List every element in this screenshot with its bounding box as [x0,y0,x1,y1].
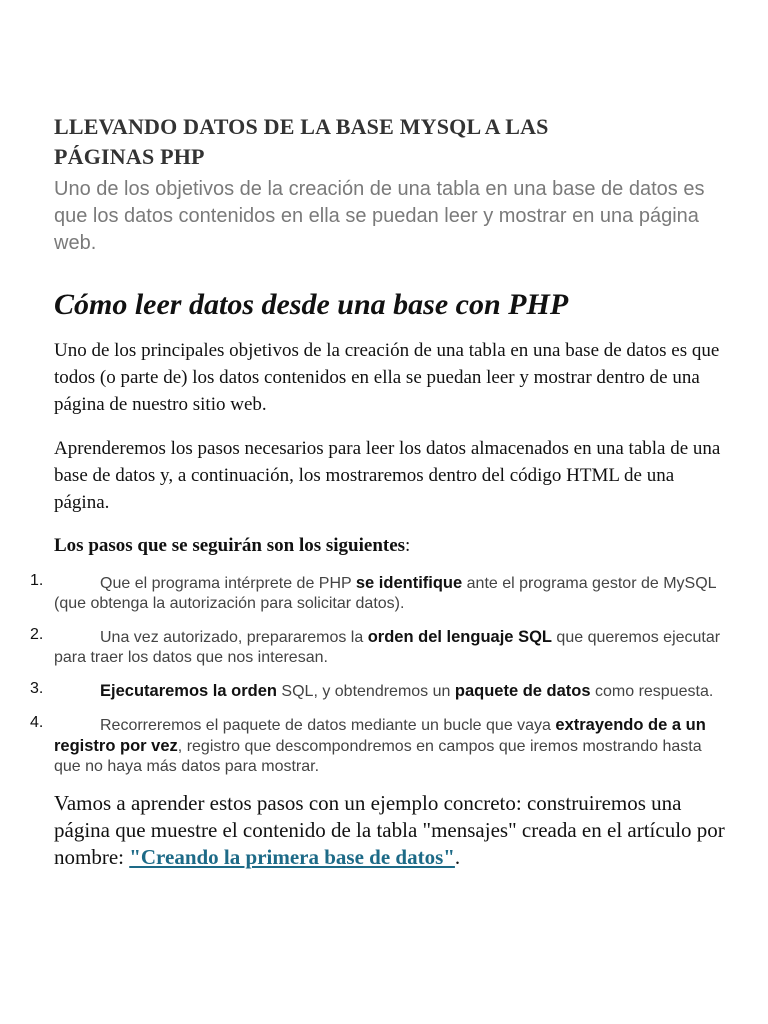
list-item [30,714,728,777]
steps-list [30,572,728,777]
list-item [30,680,728,702]
article-link[interactable]: "Creando la primera base de datos" [129,845,455,869]
closing-text: Vamos a aprender estos pasos con un ejemplo concreto: construiremos una página que muestre el contenido de la tabla "mensajes" creada en el artículo por nombre: [54,791,725,869]
step-text: como respuesta. [590,683,714,700]
page-title-line2: PÁGINAS PHP [54,144,205,169]
step-text: SQL, y obtendremos un [276,683,455,700]
paragraph-objectives: Uno de los principales objetivos de la creación de una tabla en una base de datos es que todos (o parte de) los datos contenidos en ella se puedan leer y mostrar dentro de una página de nuestro sitio web. [54,340,720,415]
step-emphasis: se identifique [355,574,463,592]
page-title [54,112,728,172]
list-item [30,626,728,668]
step-emphasis: extrayendo de a un registro por vez [54,716,706,755]
intro-paragraph: Uno de los objetivos de la creación de una tabla en una base de datos es que los datos contenidos en ella se puedan leer y mostrar en una página web. [54,178,705,254]
steps-heading-text: Los pasos que se seguirán son los siguientes [54,535,406,556]
closing-period: . [454,845,461,869]
steps-heading [54,532,728,559]
step-emphasis: Ejecutaremos la orden [100,682,277,700]
section-title: Cómo leer datos desde una base con PHP [54,288,569,321]
step-number: 1. [30,572,44,589]
step-text: Que el programa intérprete de PHP [100,575,356,592]
step-text: que queremos ejecutar para traer los datos que nos interesan. [54,629,721,666]
list-item [30,572,728,614]
step-emphasis: orden del lenguaje SQL [367,628,552,646]
step-text: ante el programa gestor de MySQL (que obtenga la autorización para solicitar datos). [54,575,716,612]
page-title-line1: LLEVANDO DATOS DE LA BASE MYSQL A LAS [54,114,549,139]
step-text: Recorreremos el paquete de datos mediante un bucle que vaya [100,717,556,734]
step-text: , registro que descompondremos en campos que iremos mostrando hasta que no haya más datos para mostrar. [54,738,702,775]
step-text: Una vez autorizado, prepararemos la [100,629,368,646]
step-number: 4. [30,714,44,731]
steps-heading-colon: : [405,535,411,556]
paragraph-steps-intro: Aprenderemos los pasos necesarios para leer los datos almacenados en una tabla de una base de datos y, a continuación, los mostraremos dentro del código HTML de una página. [54,438,721,513]
closing-paragraph [54,790,728,871]
step-emphasis: paquete de datos [454,682,591,700]
step-number: 3. [30,680,44,697]
step-number: 2. [30,626,44,643]
